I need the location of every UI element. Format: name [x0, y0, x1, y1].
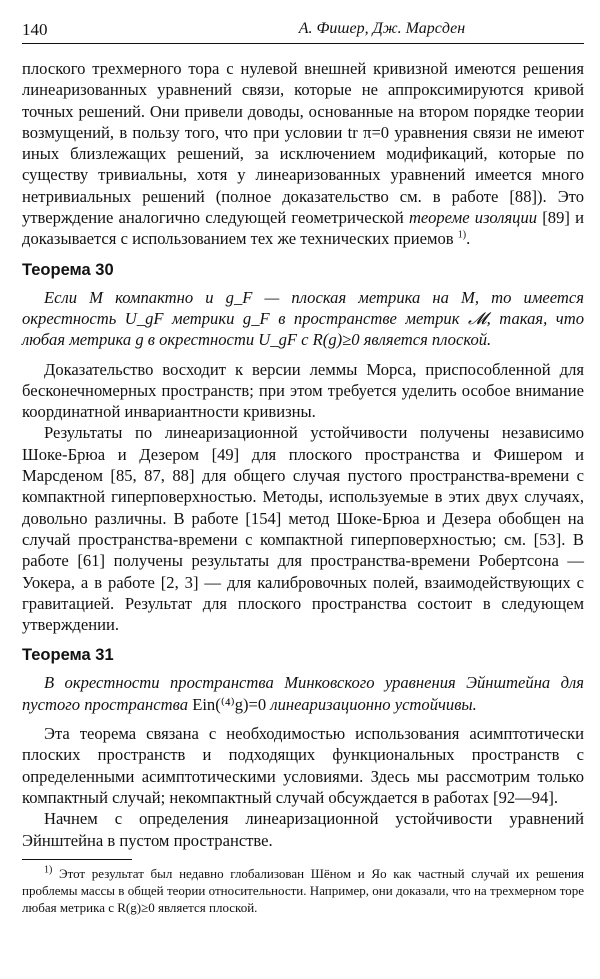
paragraph-intro	[22, 58, 584, 250]
theorem-30-title: Теорема 30	[22, 260, 114, 279]
theorem-31-text-a: В окрестности пространства Минковского уравнения Эйнштейна для пустого пространства	[22, 673, 584, 714]
paragraph-results: Результаты по линеаризационной устойчивости получены независимо Шоке-Брюа и Дезером [49] для плоского пространства и Фишером и Марсденом [85, 87, 88] для общего случая пустого пространства-времени с компактной гиперповерхностью. Методы, используемые в этих двух случаях, довольно различны. В работе [154] метод Шоке-Брюа и Дезера обобщен на случай пространства-времени с компактной гиперповерхностью; см. [53]. В работе [61] получены результаты для пространства-времени Робертсона — Уокера, а в работе [2, 3] — для калибровочных полей, взаимодействующих с гравитацией. Результат для плоского пространства состоит в следующем утверждении.	[22, 423, 584, 635]
footnote-rule	[22, 859, 132, 860]
footnote-marker: 1)	[44, 864, 53, 876]
theorem-31-text-b: линеаризационно устойчивы.	[270, 694, 477, 714]
paragraph-proof: Доказательство восходит к версии леммы Морса, приспособленной для бесконечномерных пространств; при этом требуется уделить особое внимание координатной инвариантности кривизны.	[22, 359, 584, 422]
page-number: 140	[22, 20, 48, 39]
theorem-31-title: Теорема 31	[22, 646, 114, 665]
isolation-theorem-term: теореме изоляции	[408, 208, 538, 228]
header-rule	[22, 43, 584, 44]
footnote-text: Этот результат был недавно глобализован Шёном и Яо как частный случай их решения проблемы массы в общей теории относительности. Например, они доказали, что на трехмерном торе любая метрика с R(g)≥0 является плоской.	[22, 865, 584, 915]
paragraph-definition: Начнем с определения линеаризационной устойчивости уравнений Эйнштейна в пустом пространстве.	[22, 809, 584, 850]
einstein-formula: Ein(⁽⁴⁾g)=0	[192, 694, 267, 714]
footnote	[22, 865, 584, 916]
theorem-31-body	[22, 672, 584, 715]
paragraph-intro-text: плоского трехмерного тора с нулевой внешней кривизной имеются решения линеаризованных уравнений связи, которые не аппроксимируются кривой точных решений. Они привели доводы, основанные на втором порядке теории возмущений, в пользу того, что при условии tr π=0 уравнения связи не имеют иных близлежащих решений, за исключением модификаций, которые по существу тривиальны, хотя у линеаризованных уравнений имеется много нетривиальных решений (полное доказательство см. в работе [88]). Это утверждение аналогично следующей геометрической	[22, 59, 584, 228]
running-head: А. Фишер, Дж. Марсден	[298, 20, 466, 37]
page	[22, 18, 584, 916]
theorem-30-body: Если M компактно и g_F — плоская метрика на M, то имеется окрестность U_gF метрики g_F в пространстве метрик 𝓜, такая, что любая метрика g в окрестности U_gF с R(g)≥0 является плоской.	[22, 287, 584, 350]
paragraph-intro-end: [89] и доказывается с использованием тех же технических приемов	[22, 208, 584, 249]
paragraph-asymptotic: Эта теорема связана с необходимостью использования асимптотически плоских пространств и подходящих функциональных пространств с определенными асимптотическими условиями. Здесь мы рассмотрим только компактный случай; некомпактный случай обсуждается в работах [92—94].	[22, 724, 584, 807]
page-header	[22, 18, 584, 44]
paragraph-intro-period: .	[466, 229, 471, 249]
footnote-ref: 1)	[457, 229, 467, 241]
